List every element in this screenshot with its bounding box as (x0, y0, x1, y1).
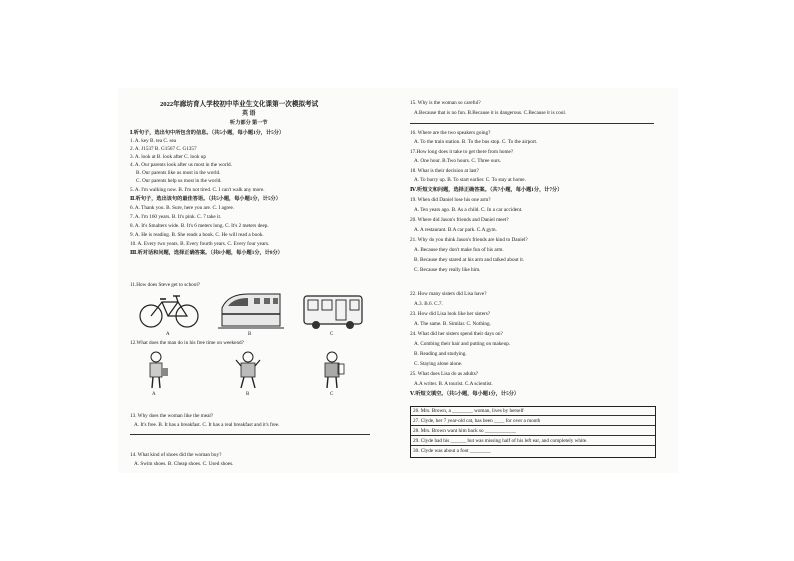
q2: 2. A. J1537 B. G1567 C. G1357 (130, 146, 197, 152)
q18-options: A. To hurry up. B. To start earlier. C. To stay at home. (414, 177, 526, 183)
q6: 6. A. Thank you. B. Sure, here you are. C. I agree. (130, 205, 235, 211)
divider-line-2 (410, 123, 654, 124)
fill-row (411, 427, 655, 436)
q26: 26. Mrs. Brown, a ________ woman, lives by herself (413, 408, 524, 414)
section-heading: 听力部分 第一节 (230, 120, 268, 126)
part-3-heading: Ⅲ.听对话和问题，选择正确答案。（共8小题，每小题1分，计8分） (130, 250, 283, 256)
q10: 10. A. Every two years. B. Every fourth years. C. Every four years. (130, 241, 270, 247)
q16: 16. Where are the two speakers going? (410, 130, 491, 136)
q17-options: A. One hour. B.Two hours. C. Three ours. (414, 158, 501, 164)
q16-options: A. To the train station. B. To the bus stop. C. To the airport. (414, 139, 538, 145)
q9: 9. A. He is reading. B. She reads a book. C. He will read a book. (130, 232, 264, 238)
q22-options: A.3. B.6. C.7. (414, 301, 443, 307)
q24: 24. What did her sisters spend their days on? (410, 331, 503, 337)
part-4-heading: Ⅳ.听短文和问题，选择正确答案。（共7小题，每小题1分，计7分） (410, 187, 563, 193)
part-1-heading: Ⅰ.听句子，选出句中所包含的信息。（共5小题，每小题1分，计5分） (130, 130, 285, 136)
q19: 19. When did Daniel lose his one arm? (410, 197, 491, 203)
q4-b: B. Our parents like us most in the world. (136, 170, 221, 176)
pic-label-a: A (166, 332, 170, 337)
q13-options: A. It's free. B. It has a breakfast. C. It has a real breakfast and it's free. (134, 422, 280, 428)
q8: 8. A. It's Smalters wide. B. It's 6 meters long. C. It's 2 meters deep. (130, 223, 269, 229)
q24-a: A. Combing their hair and putting on makeup. (414, 341, 511, 347)
fill-in-box (410, 406, 656, 458)
q28: 28. Mrs. Brown want him back so ____________ (413, 428, 517, 434)
pic-label-c: C (330, 332, 334, 337)
q21-c: C. Because they really like him. (414, 267, 481, 273)
fill-row (411, 407, 655, 416)
pic-label-b: B (248, 332, 252, 337)
q11: 11.How does Steve get to school? (130, 282, 201, 288)
q1: 1. A. key B. tea C. sea (130, 138, 177, 144)
fill-row (411, 417, 655, 426)
person-picture-c (318, 350, 346, 390)
q21-b: B. Because they stared at his arm and talked about it. (414, 257, 525, 263)
q14-options: A. Swim shoes. B. Cheap shoes. C. Used shoes. (134, 461, 234, 467)
q17: 17.How long does it take to get there from home? (410, 149, 514, 155)
bus-picture (302, 294, 364, 330)
q3: 3. A. look at B. look after C. look up (130, 154, 206, 160)
part-5-heading: Ⅴ.听短文填空。（共5小题，每小题1分，计5分） (410, 391, 520, 397)
fill-row (411, 447, 655, 455)
divider-line (130, 434, 370, 435)
q19-options: A. Ten years ago. B. As a child. C. In a car accident. (414, 207, 523, 213)
q20: 20. Where did Jason's friends and Daniel meet? (410, 217, 509, 223)
q24-b: B. Reading and studying. (414, 351, 467, 357)
q29: 29. Clyde had his ______ but was missing half of his left ear, and completely white. (413, 438, 588, 444)
q25: 25. What does Lisa do as adults? (410, 371, 479, 377)
q5: 5. A. I'm walking now. B. I'm not tired. C. I can't walk any more. (130, 187, 265, 193)
person-picture-a (144, 350, 170, 390)
pic-label-b2: B (246, 392, 250, 397)
q7: 7. A. I'm 160 years. B. It's pink. C. 7 take it. (130, 214, 222, 220)
person-picture-b (234, 350, 262, 390)
pic-label-c2: C (330, 392, 334, 397)
bicycle-picture (138, 292, 200, 330)
pic-label-a2: A (152, 392, 156, 397)
train-picture (218, 290, 284, 330)
q18: 18. What is their decision at last? (410, 168, 479, 174)
q12: 12.What does the man do in his free time on weekend? (130, 340, 244, 346)
q21: 21. Why do you think Jason's friends are kind to Daniel? (410, 237, 528, 243)
q27: 27. Clyde, her 7 year-old cat, has been ____ for over a month (413, 418, 541, 424)
q21-a: A. Because they don't make fun of his arm. (414, 247, 504, 253)
q15: 15. Why is the woman so careful? (410, 100, 481, 106)
q25-options: A.A writer. B. A tourist. C.A scientist. (414, 381, 493, 387)
q13: 13. Why does the woman like the meal? (130, 413, 214, 419)
fill-row (411, 437, 655, 446)
exam-title: 2022年廊坊育人学校初中毕业生文化课第一次模拟考试 (160, 101, 319, 108)
part-2-heading: Ⅱ.听句子，选出该句的最佳答语。（共5小题，每小题1分，计5分） (130, 196, 281, 202)
q20-options: A. A restaurant. B.A car park. C.A gym. (414, 227, 497, 233)
exam-sheet (118, 88, 678, 473)
q4-c: C. Our parents help us most in the world. (136, 178, 222, 184)
q22: 22. How many sisters did Lisa have? (410, 291, 487, 297)
q23-options: A. The same. B. Similar. C. Nothing. (414, 321, 491, 327)
q14: 14. What kind of shoes did the woman buy? (130, 452, 222, 458)
q15-options: A.Because that is no fun. B.Because it is dangerous. C.Because it is cool. (414, 110, 567, 116)
q24-c: C. Staying alone alone. (414, 361, 463, 367)
q30: 30. Clyde was about a foot ________ (413, 448, 491, 454)
q4-a: 4. A. Our parents look after us most in the world. (130, 162, 232, 168)
q23: 23. How did Lisa look like her sisters? (410, 311, 491, 317)
subject-title: 英 语 (242, 111, 256, 117)
